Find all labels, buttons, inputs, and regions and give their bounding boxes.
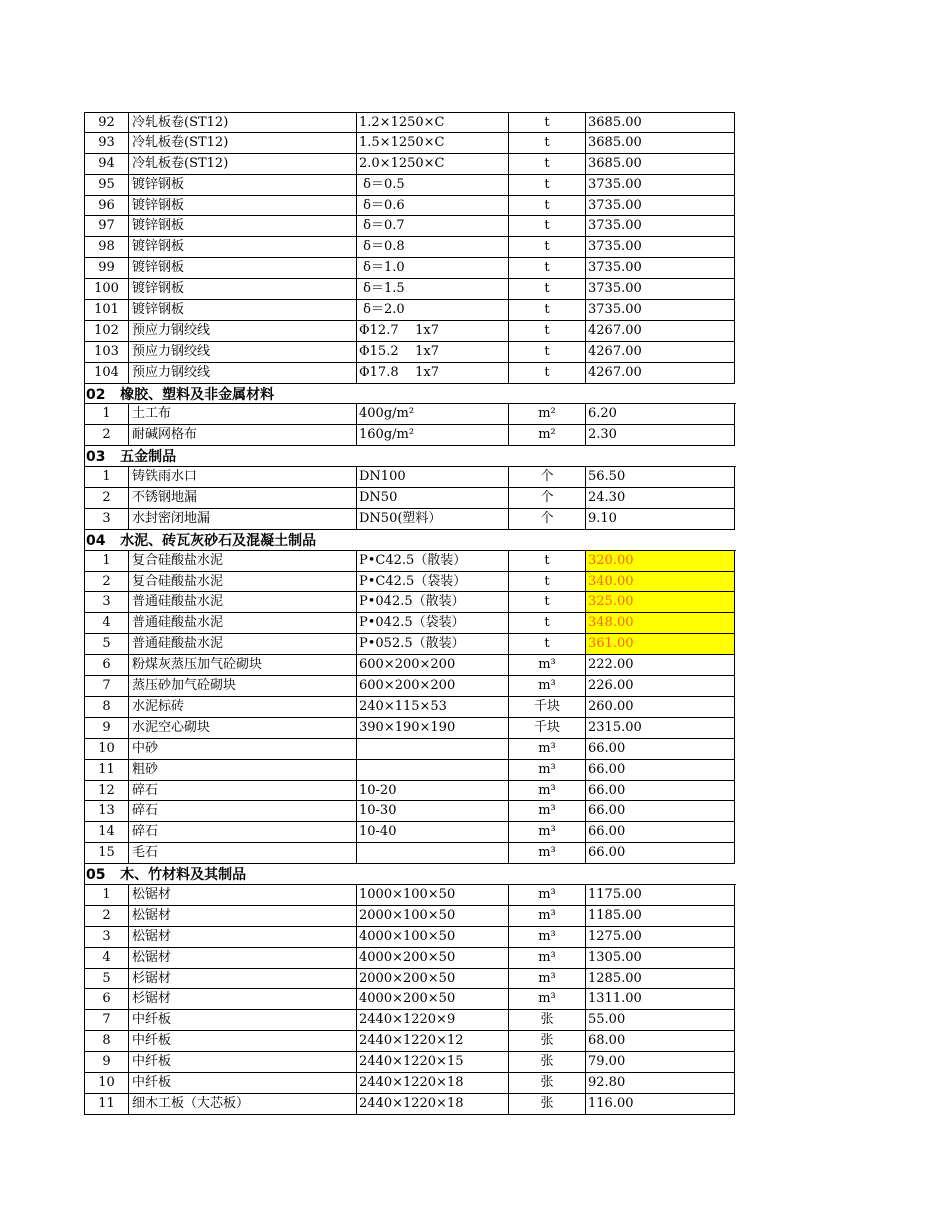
table-row: [84, 801, 736, 822]
unit-cell[interactable]: m³: [509, 885, 586, 906]
table-row: [84, 551, 736, 572]
unit-cell[interactable]: t: [509, 175, 586, 196]
price-cell[interactable]: 116.00: [586, 1094, 735, 1115]
specification-cell[interactable]: Φ17.8 1x7: [357, 363, 509, 384]
price-cell[interactable]: 3735.00: [586, 237, 735, 258]
material-name-cell[interactable]: 细木工板（大芯板）: [129, 1094, 357, 1115]
table-row: [84, 467, 736, 488]
table-row: [84, 258, 736, 279]
unit-cell[interactable]: m³: [509, 676, 586, 697]
specification-cell[interactable]: [357, 760, 509, 781]
section-header-row: [84, 446, 736, 467]
item-number-cell[interactable]: 6: [84, 655, 129, 676]
material-name-cell[interactable]: 松锯材: [129, 885, 357, 906]
price-cell[interactable]: 56.50: [586, 467, 735, 488]
table-row: [84, 321, 736, 342]
unit-cell[interactable]: m³: [509, 948, 586, 969]
specification-cell[interactable]: Φ12.7 1x7: [357, 321, 509, 342]
specification-cell[interactable]: 2440×1220×18: [357, 1073, 509, 1094]
unit-cell[interactable]: m²: [509, 425, 586, 446]
price-cell[interactable]: 320.00: [586, 551, 735, 572]
unit-cell[interactable]: t: [509, 342, 586, 363]
specification-cell[interactable]: 600×200×200: [357, 655, 509, 676]
item-number-cell[interactable]: 100: [84, 279, 129, 300]
price-cell[interactable]: 3735.00: [586, 196, 735, 217]
material-name-cell[interactable]: 冷轧板卷(ST12): [129, 154, 357, 175]
unit-cell[interactable]: 个: [509, 509, 586, 530]
item-number-cell[interactable]: 5: [84, 634, 129, 655]
material-name-cell[interactable]: 镀锌钢板: [129, 237, 357, 258]
table-row: [84, 509, 736, 530]
table-row: [84, 363, 736, 384]
unit-cell[interactable]: m³: [509, 969, 586, 990]
material-name-cell[interactable]: 镀锌钢板: [129, 196, 357, 217]
specification-cell[interactable]: δ＝0.5: [357, 175, 509, 196]
unit-cell[interactable]: m³: [509, 927, 586, 948]
price-cell[interactable]: 24.30: [586, 488, 735, 509]
price-cell[interactable]: 55.00: [586, 1010, 735, 1031]
specification-cell[interactable]: 2000×200×50: [357, 969, 509, 990]
item-number-cell[interactable]: 3: [84, 592, 129, 613]
material-name-cell[interactable]: 镀锌钢板: [129, 279, 357, 300]
unit-cell[interactable]: m³: [509, 822, 586, 843]
specification-cell[interactable]: 4000×100×50: [357, 927, 509, 948]
table-row: [84, 1094, 736, 1115]
price-cell[interactable]: 66.00: [586, 822, 735, 843]
table-row: [84, 906, 736, 927]
item-number-cell[interactable]: 102: [84, 321, 129, 342]
material-name-cell[interactable]: 松锯材: [129, 906, 357, 927]
price-cell[interactable]: 1285.00: [586, 969, 735, 990]
material-name-cell[interactable]: 预应力钢绞线: [129, 321, 357, 342]
item-number-cell[interactable]: 94: [84, 154, 129, 175]
unit-cell[interactable]: 个: [509, 488, 586, 509]
section-title: 03 五金制品: [86, 449, 177, 466]
material-name-cell[interactable]: 镀锌钢板: [129, 258, 357, 279]
material-name-cell[interactable]: 预应力钢绞线: [129, 342, 357, 363]
price-cell[interactable]: 348.00: [586, 613, 735, 634]
table-row: [84, 885, 736, 906]
price-cell[interactable]: 3735.00: [586, 279, 735, 300]
specification-cell[interactable]: DN50: [357, 488, 509, 509]
specification-cell[interactable]: 600×200×200: [357, 676, 509, 697]
unit-cell[interactable]: m³: [509, 906, 586, 927]
table-row: [84, 697, 736, 718]
price-cell[interactable]: 3685.00: [586, 112, 735, 133]
item-number-cell[interactable]: 2: [84, 488, 129, 509]
unit-cell[interactable]: t: [509, 613, 586, 634]
price-cell[interactable]: 66.00: [586, 781, 735, 802]
material-name-cell[interactable]: 杉锯材: [129, 969, 357, 990]
specification-cell[interactable]: 2.0×1250×C: [357, 154, 509, 175]
price-cell[interactable]: 66.00: [586, 801, 735, 822]
item-number-cell[interactable]: 9: [84, 1052, 129, 1073]
price-cell[interactable]: 66.00: [586, 843, 735, 864]
table-row: [84, 112, 736, 133]
item-number-cell[interactable]: 99: [84, 258, 129, 279]
unit-cell[interactable]: 张: [509, 1094, 586, 1115]
table-row: [84, 613, 736, 634]
specification-cell[interactable]: δ＝0.6: [357, 196, 509, 217]
material-name-cell[interactable]: 碎石: [129, 801, 357, 822]
item-number-cell[interactable]: 2: [84, 572, 129, 593]
specification-cell[interactable]: P•042.5（袋装）: [357, 613, 509, 634]
material-name-cell[interactable]: 镀锌钢板: [129, 175, 357, 196]
section-header-cell[interactable]: [84, 384, 736, 405]
table-row: [84, 948, 736, 969]
price-cell[interactable]: 325.00: [586, 592, 735, 613]
table-row: [84, 279, 736, 300]
unit-cell[interactable]: 张: [509, 1010, 586, 1031]
specification-cell[interactable]: 4000×200×50: [357, 948, 509, 969]
price-cell[interactable]: 2.30: [586, 425, 735, 446]
unit-cell[interactable]: m³: [509, 989, 586, 1010]
item-number-cell[interactable]: 1: [84, 467, 129, 488]
material-name-cell[interactable]: 松锯材: [129, 927, 357, 948]
unit-cell[interactable]: m³: [509, 655, 586, 676]
item-number-cell[interactable]: 1: [84, 551, 129, 572]
item-number-cell[interactable]: 2: [84, 906, 129, 927]
price-cell[interactable]: 1305.00: [586, 948, 735, 969]
specification-cell[interactable]: 2440×1220×15: [357, 1052, 509, 1073]
material-name-cell[interactable]: 复合硅酸盐水泥: [129, 551, 357, 572]
material-name-cell[interactable]: 不锈钢地漏: [129, 488, 357, 509]
table-row: [84, 969, 736, 990]
specification-cell[interactable]: 10-30: [357, 801, 509, 822]
unit-cell[interactable]: t: [509, 112, 586, 133]
unit-cell[interactable]: t: [509, 572, 586, 593]
unit-cell[interactable]: 千块: [509, 718, 586, 739]
item-number-cell[interactable]: 12: [84, 781, 129, 802]
item-number-cell[interactable]: 13: [84, 801, 129, 822]
material-name-cell[interactable]: 普通硅酸盐水泥: [129, 634, 357, 655]
unit-cell[interactable]: t: [509, 363, 586, 384]
price-cell[interactable]: 340.00: [586, 572, 735, 593]
table-row: [84, 1010, 736, 1031]
table-row: [84, 676, 736, 697]
material-name-cell[interactable]: 中纤板: [129, 1073, 357, 1094]
specification-cell[interactable]: δ＝1.5: [357, 279, 509, 300]
item-number-cell[interactable]: 4: [84, 613, 129, 634]
item-number-cell[interactable]: 5: [84, 969, 129, 990]
price-cell[interactable]: 1275.00: [586, 927, 735, 948]
item-number-cell[interactable]: 11: [84, 760, 129, 781]
material-name-cell[interactable]: 普通硅酸盐水泥: [129, 592, 357, 613]
specification-cell[interactable]: 1000×100×50: [357, 885, 509, 906]
table-row: [84, 1073, 736, 1094]
table-row: [84, 404, 736, 425]
material-name-cell[interactable]: 杉锯材: [129, 989, 357, 1010]
unit-cell[interactable]: t: [509, 551, 586, 572]
specification-cell[interactable]: δ＝0.7: [357, 216, 509, 237]
material-name-cell[interactable]: 水泥空心砌块: [129, 718, 357, 739]
specification-cell[interactable]: 1.5×1250×C: [357, 133, 509, 154]
unit-cell[interactable]: m³: [509, 760, 586, 781]
specification-cell[interactable]: 2440×1220×12: [357, 1031, 509, 1052]
table-row: [84, 133, 736, 154]
table-row: [84, 822, 736, 843]
price-cell[interactable]: 1175.00: [586, 885, 735, 906]
table-row: [84, 1031, 736, 1052]
material-name-cell[interactable]: 粗砂: [129, 760, 357, 781]
material-name-cell[interactable]: 蒸压砂加气砼砌块: [129, 676, 357, 697]
item-number-cell[interactable]: 96: [84, 196, 129, 217]
section-header-row: [84, 384, 736, 405]
price-cell[interactable]: 260.00: [586, 697, 735, 718]
specification-cell[interactable]: DN50(塑料）: [357, 509, 509, 530]
section-title: 05 木、竹材料及其制品: [86, 867, 247, 884]
unit-cell[interactable]: m³: [509, 781, 586, 802]
price-cell[interactable]: 79.00: [586, 1052, 735, 1073]
table-row: [84, 927, 736, 948]
unit-cell[interactable]: 张: [509, 1031, 586, 1052]
table-row: [84, 175, 736, 196]
material-name-cell[interactable]: 镀锌钢板: [129, 300, 357, 321]
section-header-row: [84, 864, 736, 885]
specification-cell[interactable]: 2440×1220×18: [357, 1094, 509, 1115]
material-name-cell[interactable]: 冷轧板卷(ST12): [129, 133, 357, 154]
table-row: [84, 760, 736, 781]
unit-cell[interactable]: m²: [509, 404, 586, 425]
material-name-cell[interactable]: 水封密闭地漏: [129, 509, 357, 530]
item-number-cell[interactable]: 93: [84, 133, 129, 154]
price-cell[interactable]: 1311.00: [586, 989, 735, 1010]
table-row: [84, 154, 736, 175]
item-number-cell[interactable]: 8: [84, 1031, 129, 1052]
table-row: [84, 216, 736, 237]
material-name-cell[interactable]: 中纤板: [129, 1010, 357, 1031]
item-number-cell[interactable]: 95: [84, 175, 129, 196]
item-number-cell[interactable]: 2: [84, 425, 129, 446]
section-title: 02 橡胶、塑料及非金属材料: [86, 386, 275, 403]
table-row: [84, 781, 736, 802]
table-row: [84, 1052, 736, 1073]
material-name-cell[interactable]: 镀锌钢板: [129, 216, 357, 237]
unit-cell[interactable]: t: [509, 258, 586, 279]
table-row: [84, 342, 736, 363]
item-number-cell[interactable]: 103: [84, 342, 129, 363]
item-number-cell[interactable]: 104: [84, 363, 129, 384]
unit-cell[interactable]: m³: [509, 739, 586, 760]
specification-cell[interactable]: 1.2×1250×C: [357, 112, 509, 133]
table-row: [84, 634, 736, 655]
price-cell[interactable]: 222.00: [586, 655, 735, 676]
material-name-cell[interactable]: 粉煤灰蒸压加气砼砌块: [129, 655, 357, 676]
unit-cell[interactable]: t: [509, 321, 586, 342]
price-cell[interactable]: 6.20: [586, 404, 735, 425]
price-cell[interactable]: 9.10: [586, 509, 735, 530]
material-name-cell[interactable]: 水泥标砖: [129, 697, 357, 718]
table-row: [84, 196, 736, 217]
price-cell[interactable]: 3735.00: [586, 300, 735, 321]
material-name-cell[interactable]: 中纤板: [129, 1031, 357, 1052]
item-number-cell[interactable]: 7: [84, 676, 129, 697]
material-name-cell[interactable]: 碎石: [129, 781, 357, 802]
material-name-cell[interactable]: 冷轧板卷(ST12): [129, 112, 357, 133]
specification-cell[interactable]: 4000×200×50: [357, 989, 509, 1010]
item-number-cell[interactable]: 6: [84, 989, 129, 1010]
material-name-cell[interactable]: 复合硅酸盐水泥: [129, 572, 357, 593]
unit-cell[interactable]: 千块: [509, 697, 586, 718]
specification-cell[interactable]: 400g/m²: [357, 404, 509, 425]
unit-cell[interactable]: t: [509, 196, 586, 217]
specification-cell[interactable]: 390×190×190: [357, 718, 509, 739]
item-number-cell[interactable]: 10: [84, 739, 129, 760]
item-number-cell[interactable]: 10: [84, 1073, 129, 1094]
item-number-cell[interactable]: 98: [84, 237, 129, 258]
specification-cell[interactable]: P•C42.5（散装）: [357, 551, 509, 572]
unit-cell[interactable]: t: [509, 279, 586, 300]
item-number-cell[interactable]: 8: [84, 697, 129, 718]
specification-cell[interactable]: 2000×100×50: [357, 906, 509, 927]
price-cell[interactable]: 3685.00: [586, 154, 735, 175]
unit-cell[interactable]: t: [509, 216, 586, 237]
price-cell[interactable]: 1185.00: [586, 906, 735, 927]
specification-cell[interactable]: 160g/m²: [357, 425, 509, 446]
material-name-cell[interactable]: 普通硅酸盐水泥: [129, 613, 357, 634]
item-number-cell[interactable]: 1: [84, 404, 129, 425]
price-cell[interactable]: 3735.00: [586, 216, 735, 237]
material-name-cell[interactable]: 预应力钢绞线: [129, 363, 357, 384]
specification-cell[interactable]: Φ15.2 1x7: [357, 342, 509, 363]
table-row: [84, 655, 736, 676]
table-row: [84, 592, 736, 613]
item-number-cell[interactable]: 4: [84, 948, 129, 969]
price-cell[interactable]: 3735.00: [586, 175, 735, 196]
price-cell[interactable]: 68.00: [586, 1031, 735, 1052]
price-cell[interactable]: 3685.00: [586, 133, 735, 154]
material-name-cell[interactable]: 耐碱网格布: [129, 425, 357, 446]
table-row: [84, 425, 736, 446]
specification-cell[interactable]: 10-40: [357, 822, 509, 843]
unit-cell[interactable]: t: [509, 592, 586, 613]
table-row: [84, 843, 736, 864]
unit-cell[interactable]: m³: [509, 843, 586, 864]
price-cell[interactable]: 361.00: [586, 634, 735, 655]
section-header-cell[interactable]: [84, 864, 736, 885]
specification-cell[interactable]: 2440×1220×9: [357, 1010, 509, 1031]
item-number-cell[interactable]: 92: [84, 112, 129, 133]
section-header-cell[interactable]: [84, 530, 736, 551]
item-number-cell[interactable]: 97: [84, 216, 129, 237]
unit-cell[interactable]: t: [509, 237, 586, 258]
specification-cell[interactable]: [357, 843, 509, 864]
unit-cell[interactable]: m³: [509, 801, 586, 822]
table-row: [84, 989, 736, 1010]
price-cell[interactable]: 226.00: [586, 676, 735, 697]
price-cell[interactable]: 2315.00: [586, 718, 735, 739]
table-row: [84, 300, 736, 321]
price-cell[interactable]: 4267.00: [586, 342, 735, 363]
item-number-cell[interactable]: 101: [84, 300, 129, 321]
item-number-cell[interactable]: 11: [84, 1094, 129, 1115]
item-number-cell[interactable]: 3: [84, 927, 129, 948]
item-number-cell[interactable]: 7: [84, 1010, 129, 1031]
table-row: [84, 739, 736, 760]
material-name-cell[interactable]: 毛石: [129, 843, 357, 864]
unit-cell[interactable]: t: [509, 300, 586, 321]
table-row: [84, 237, 736, 258]
price-cell[interactable]: 4267.00: [586, 321, 735, 342]
material-name-cell[interactable]: 土工布: [129, 404, 357, 425]
specification-cell[interactable]: P•042.5（散装）: [357, 592, 509, 613]
specification-cell[interactable]: δ＝2.0: [357, 300, 509, 321]
price-cell[interactable]: 4267.00: [586, 363, 735, 384]
price-cell[interactable]: 3735.00: [586, 258, 735, 279]
unit-cell[interactable]: 张: [509, 1052, 586, 1073]
price-cell[interactable]: 92.80: [586, 1073, 735, 1094]
material-name-cell[interactable]: 中纤板: [129, 1052, 357, 1073]
table-row: [84, 488, 736, 509]
specification-cell[interactable]: DN100: [357, 467, 509, 488]
specification-cell[interactable]: [357, 739, 509, 760]
unit-cell[interactable]: 个: [509, 467, 586, 488]
price-cell[interactable]: 66.00: [586, 760, 735, 781]
material-name-cell[interactable]: 松锯材: [129, 948, 357, 969]
specification-cell[interactable]: δ＝0.8: [357, 237, 509, 258]
item-number-cell[interactable]: 1: [84, 885, 129, 906]
price-table: [84, 112, 736, 1115]
unit-cell[interactable]: 张: [509, 1073, 586, 1094]
specification-cell[interactable]: P•052.5（散装）: [357, 634, 509, 655]
table-row: [84, 572, 736, 593]
unit-cell[interactable]: t: [509, 634, 586, 655]
specification-cell[interactable]: 10-20: [357, 781, 509, 802]
price-cell[interactable]: 66.00: [586, 739, 735, 760]
material-name-cell[interactable]: 铸铁雨水口: [129, 467, 357, 488]
section-title: 04 水泥、砖瓦灰砂石及混凝土制品: [86, 532, 317, 549]
unit-cell[interactable]: t: [509, 154, 586, 175]
material-name-cell[interactable]: 碎石: [129, 822, 357, 843]
table-row: [84, 718, 736, 739]
item-number-cell[interactable]: 9: [84, 718, 129, 739]
item-number-cell[interactable]: 15: [84, 843, 129, 864]
specification-cell[interactable]: P•C42.5（袋装）: [357, 572, 509, 593]
unit-cell[interactable]: t: [509, 133, 586, 154]
section-header-cell[interactable]: [84, 446, 736, 467]
specification-cell[interactable]: δ＝1.0: [357, 258, 509, 279]
material-name-cell[interactable]: 中砂: [129, 739, 357, 760]
item-number-cell[interactable]: 14: [84, 822, 129, 843]
item-number-cell[interactable]: 3: [84, 509, 129, 530]
section-header-row: [84, 530, 736, 551]
specification-cell[interactable]: 240×115×53: [357, 697, 509, 718]
